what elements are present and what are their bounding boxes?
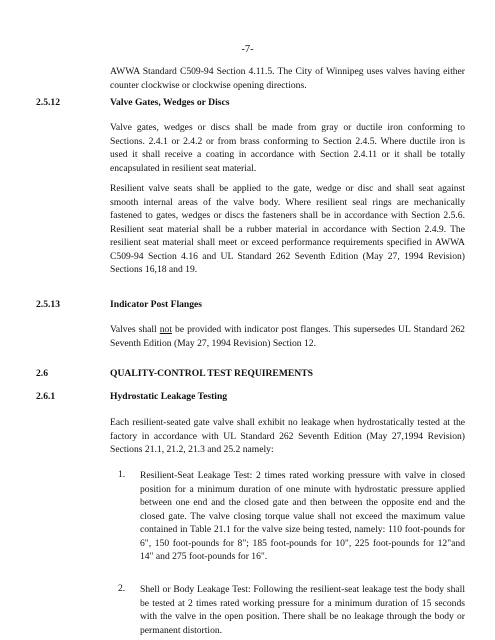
section-number: 2.6.1 — [36, 391, 56, 402]
section-number: 2.5.12 — [36, 97, 60, 108]
page-number: -7- — [241, 44, 254, 55]
list-item-number: 1. — [118, 469, 126, 480]
section-title: Valve Gates, Wedges or Discs — [110, 97, 230, 108]
section-number: 2.6 — [36, 368, 48, 379]
section-number: 2.5.13 — [36, 299, 60, 310]
emphasis-underlined: not — [159, 324, 172, 335]
section-paragraph: Resilient valve seats shall be applied to the gate, wedge or disc and shall seat against smooth internal areas of the valve body. Where resilient seal rings are mechanically fastened to gates, wedges or discs the fasteners shall be in accordance with Section 2.5.6. Resilient seat material shall be a rubber material in accordance with Section 2.4.9. The resilient seat material shall meet or exceed performance requirements specified in AWWA C509-94 Section 4.16 and UL Standard 262 Seventh Edition (May 27, 1994 Revision) Sections 16,18 and 19. — [110, 183, 465, 275]
text-run: be provided with indicator post flanges. This supersedes UL Standard 262 Seventh Edition (May 27, 1994 Revision) Section 12. — [110, 324, 465, 349]
section-paragraph: Each resilient-seated gate valve shall exhibit no leakage when hydrostatically tested at the factory in accordance with UL Standard 262 Seventh Edition (May 27,1994 Revision) Sections 21.1, 21.2, 21.3 and 25.2 namely: — [110, 417, 465, 455]
section-paragraph — [110, 323, 465, 350]
section-title: Hydrostatic Leakage Testing — [110, 391, 228, 402]
section-title: QUALITY-CONTROL TEST REQUIREMENTS — [110, 368, 313, 379]
list-item-number: 2. — [118, 583, 126, 594]
text-run: Valves shall — [110, 324, 160, 335]
intro-paragraph: AWWA Standard C509-94 Section 4.11.5. The City of Winnipeg uses valves having either counter clockwise or clockwise opening directions. — [110, 66, 465, 91]
list-item: Shell or Body Leakage Test: Following the resilient-seat leakage test the body shall be tested at 2 times rated working pressure for a minimum duration of 15 seconds with the valve in the open position. There shall be no leakage through the body or permanent distortion. — [140, 584, 465, 636]
section-title: Indicator Post Flanges — [110, 299, 203, 310]
section-paragraph: Valve gates, wedges or discs shall be made from gray or ductile iron conforming to Sections. 2.4.1 or 2.4.2 or from brass conforming to Section 2.4.5. Where ductile iron is used it shall receive a coating in accordance with Section 2.4.11 or it shall be totally encapsulated in resilient seat material. — [110, 122, 465, 174]
list-item: Resilient-Seat Leakage Test: 2 times rated working pressure with valve in closed position for a minimum duration of one minute with hydrostatic pressure applied between one end and the closed gate and then between the opposite end and the closed gate. The valve closing torque value shall not exceed the maximum value contained in Table 21.1 for the valve size being tested, namely: 110 foot-pounds for 6", 150 foot-pounds for 8"; 185 foot-pounds for 10", 225 foot-pounds for 12"and 14" and 275 foot-pounds for 16". — [140, 470, 465, 562]
